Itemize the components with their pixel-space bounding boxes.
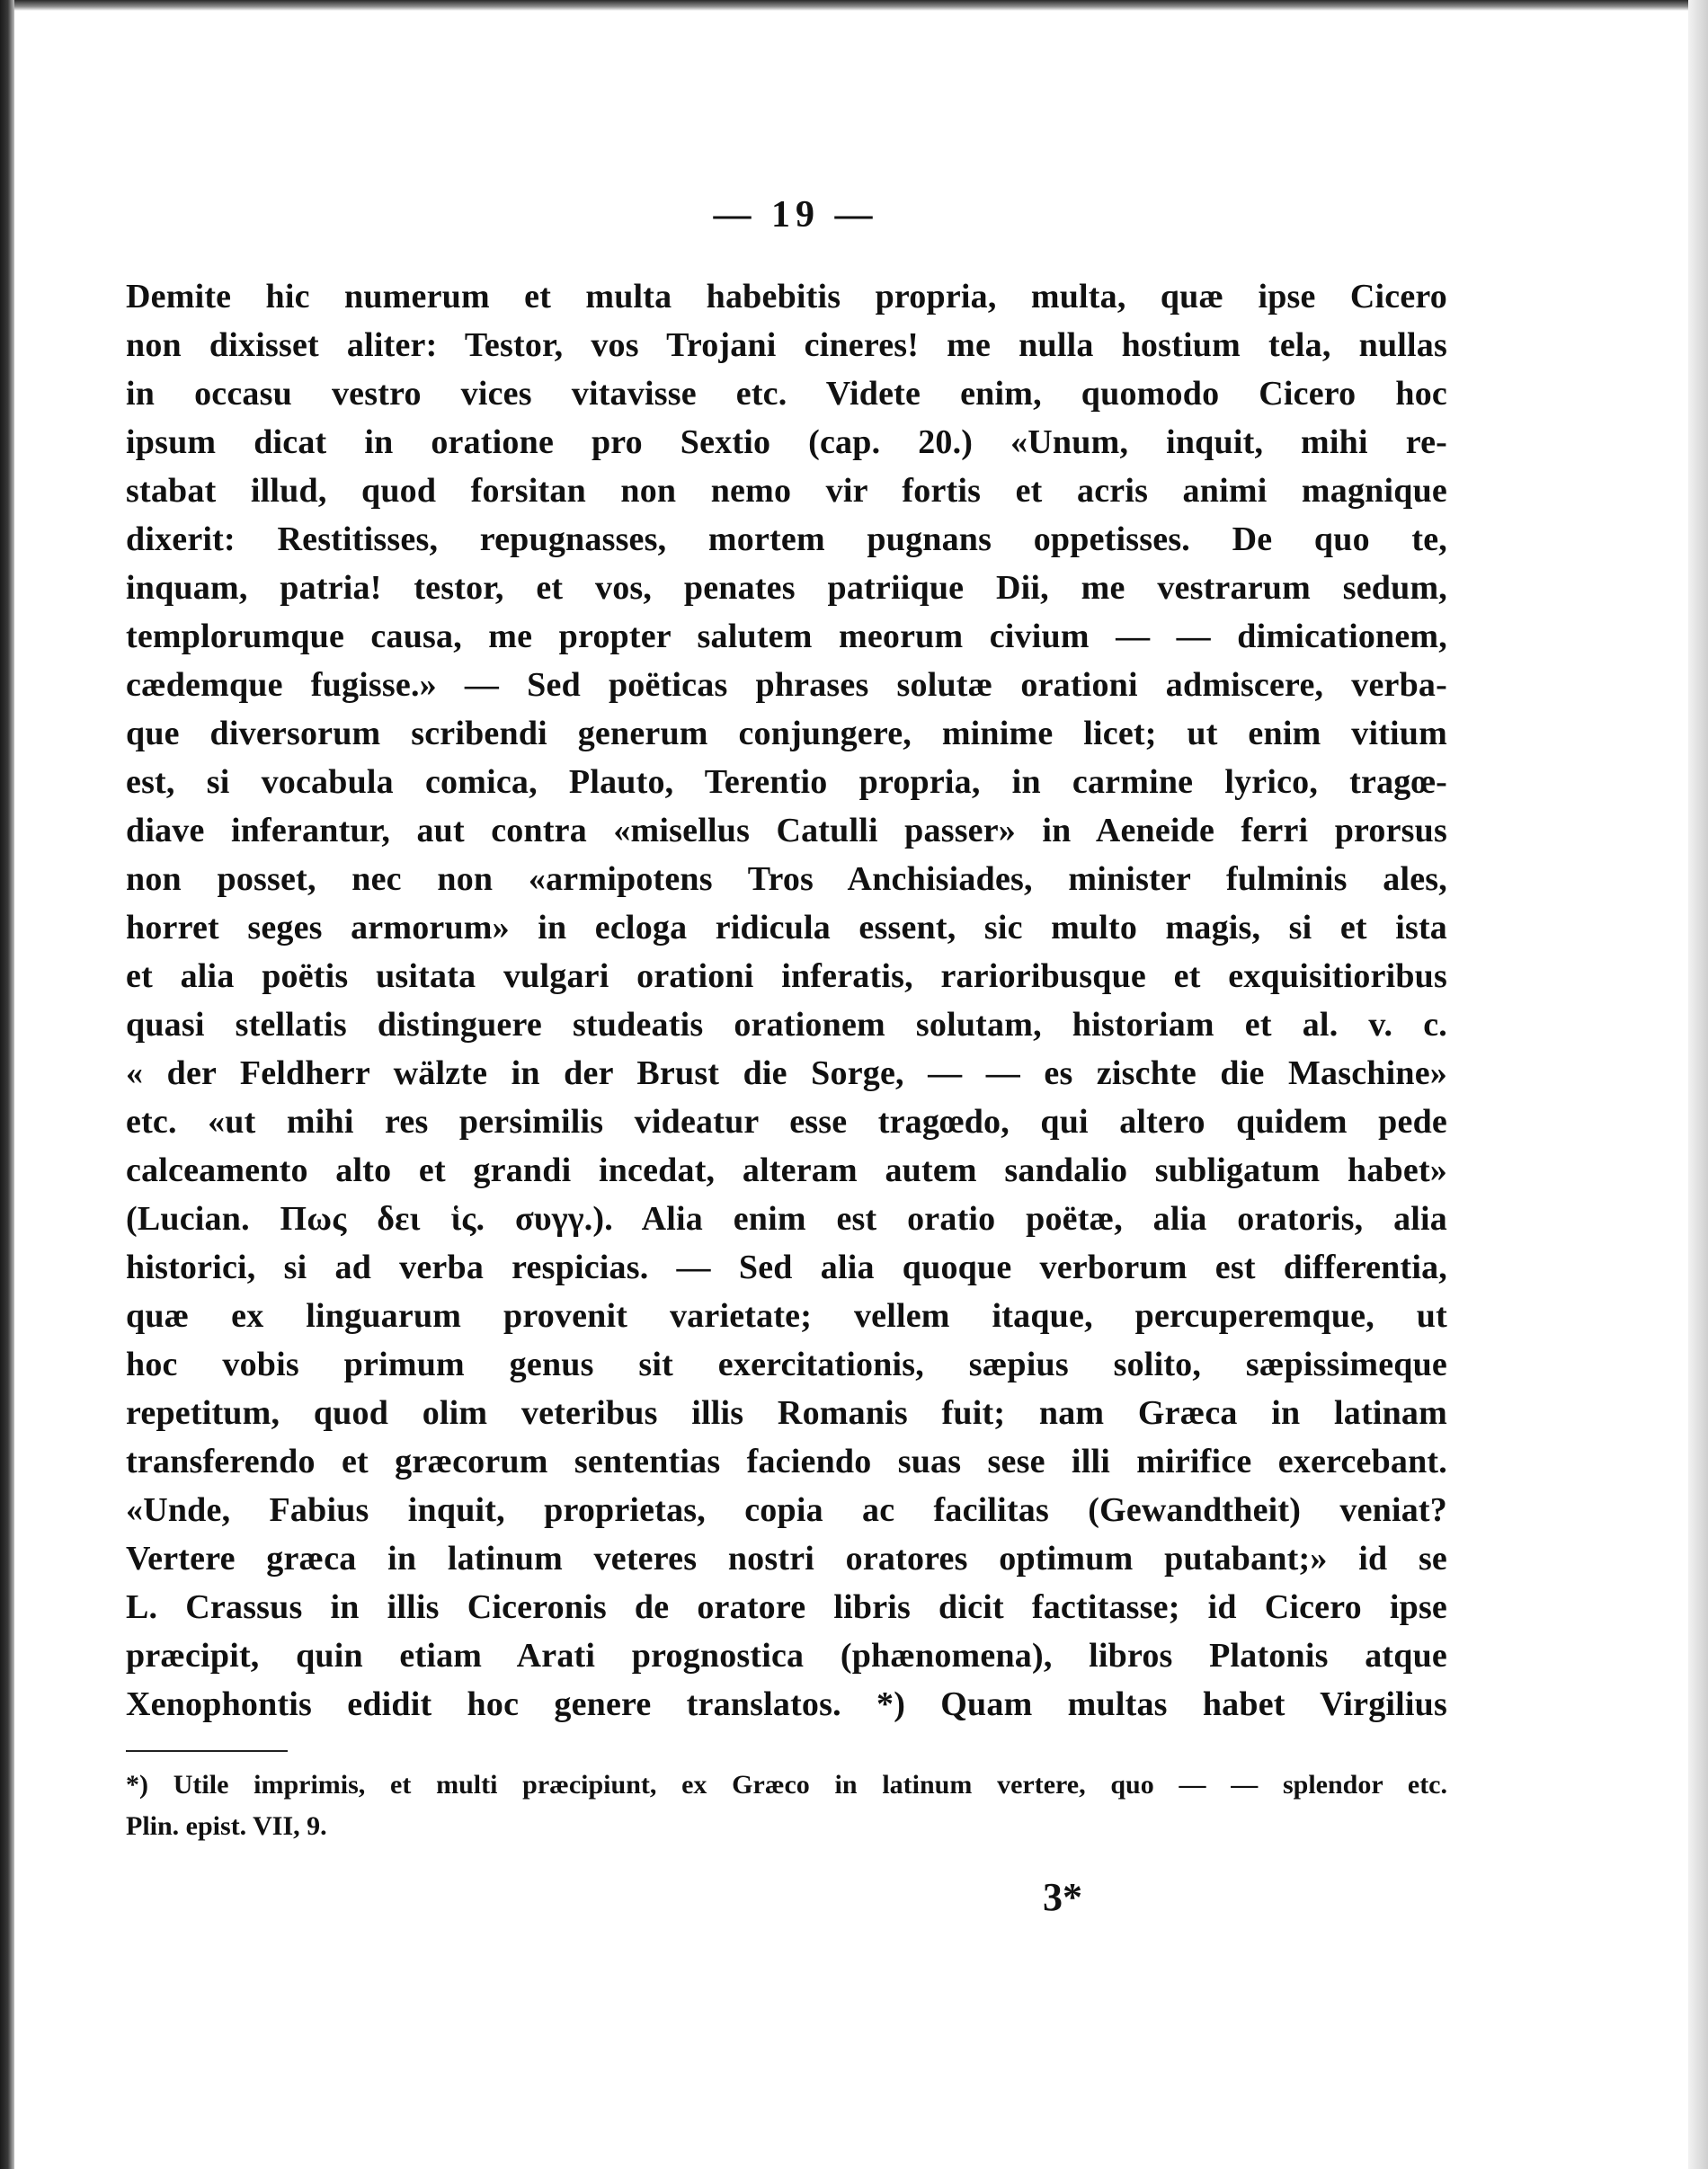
footnote [126, 1765, 1447, 1847]
footnote-rule [126, 1750, 288, 1752]
text-line: ipsum dicat in oratione pro Sextio (cap. 20.) «Unum, inquit, mihi re- [126, 423, 1447, 461]
text-line: « der Feldherr wälzte in der Brust die Sorge, — — es zischte die Maschine» [126, 1054, 1447, 1092]
text-line: præcipit, quin etiam Arati prognostica (phænomena), libros Platonis atque [126, 1637, 1447, 1675]
text-line: Xenophontis edidit hoc genere translatos. *) Quam multas habet Virgilius [126, 1685, 1447, 1723]
text-line: que diversorum scribendi generum conjungere, minime licet; ut enim vitium [126, 715, 1447, 752]
text-line: historici, si ad verba respicias. — Sed alia quoque verborum est differentia, [126, 1249, 1447, 1286]
text-line: (Lucian. Πως δει ἱς. συγγ.). Alia enim est oratio poëtæ, alia oratoris, alia [126, 1200, 1447, 1238]
text-line: horret seges armorum» in ecloga ridicula essent, sic multo magis, si et ista [126, 909, 1447, 947]
text-line: quæ ex linguarum provenit varietate; vellem itaque, percuperemque, ut [126, 1297, 1447, 1335]
text-line: cædemque fugisse.» — Sed poëticas phrases solutæ orationi admiscere, verba- [126, 666, 1447, 704]
text-line: etc. «ut mihi res persimilis videatur esse tragœdo, qui altero quidem pede [126, 1103, 1447, 1141]
text-line: quasi stellatis distinguere studeatis orationem solutam, historiam et al. v. c. [126, 1006, 1447, 1044]
scan-border-top [0, 0, 1708, 11]
scan-border-left [0, 0, 14, 2169]
text-line: repetitum, quod olim veteribus illis Romanis fuit; nam Græca in latinam [126, 1394, 1447, 1432]
text-line: diave inferantur, aut contra «misellus Catulli passer» in Aeneide ferri prorsus [126, 812, 1447, 849]
text-line: Demite hic numerum et multa habebitis propria, multa, quæ ipse Cicero [126, 278, 1447, 316]
footnote-line: *) Utile imprimis, et multi præcipiunt, ex Græco in latinum vertere, quo — — splendor etc. [126, 1770, 1447, 1800]
text-line: hoc vobis primum genus sit exercitationis, sæpius solito, sæpissimeque [126, 1346, 1447, 1383]
text-line: templorumque causa, me propter salutem meorum civium — — dimicationem, [126, 618, 1447, 655]
text-line: est, si vocabula comica, Plauto, Terentio propria, in carmine lyrico, tragœ- [126, 763, 1447, 801]
signature-mark: 3* [1043, 1875, 1082, 1919]
text-line: L. Crassus in illis Ciceronis de oratore libris dicit factitasse; id Cicero ipse [126, 1588, 1447, 1626]
page-number-header: — 19 — [713, 194, 878, 236]
text-line: dixerit: Restitisses, repugnasses, mortem pugnans oppetisses. De quo te, [126, 520, 1447, 558]
body-text [126, 272, 1447, 1729]
text-line: non dixisset aliter: Testor, vos Trojani cineres! me nulla hostium tela, nullas [126, 326, 1447, 364]
scan-border-right [1688, 0, 1708, 2169]
footnote-line: Plin. epist. VII, 9. [126, 1811, 327, 1841]
text-line: Vertere græca in latinum veteres nostri oratores optimum putabant;» id se [126, 1540, 1447, 1578]
text-line: calceamento alto et grandi incedat, alteram autem sandalio subligatum habet» [126, 1151, 1447, 1189]
text-line: et alia poëtis usitata vulgari orationi inferatis, rarioribusque et exquisitioribus [126, 957, 1447, 995]
book-page [126, 193, 1447, 1847]
text-line: non posset, nec non «armipotens Tros Anchisiades, minister fulminis ales, [126, 860, 1447, 898]
text-line: in occasu vestro vices vitavisse etc. Videte enim, quomodo Cicero hoc [126, 375, 1447, 413]
text-line: inquam, patria! testor, et vos, penates patriique Dii, me vestrarum sedum, [126, 569, 1447, 607]
text-line: «Unde, Fabius inquit, proprietas, copia ac facilitas (Gewandtheit) veniat? [126, 1491, 1447, 1529]
text-line: transferendo et græcorum sententias faciendo suas sese illi mirifice exercebant. [126, 1443, 1447, 1480]
text-line: stabat illud, quod forsitan non nemo vir fortis et acris animi magnique [126, 472, 1447, 510]
